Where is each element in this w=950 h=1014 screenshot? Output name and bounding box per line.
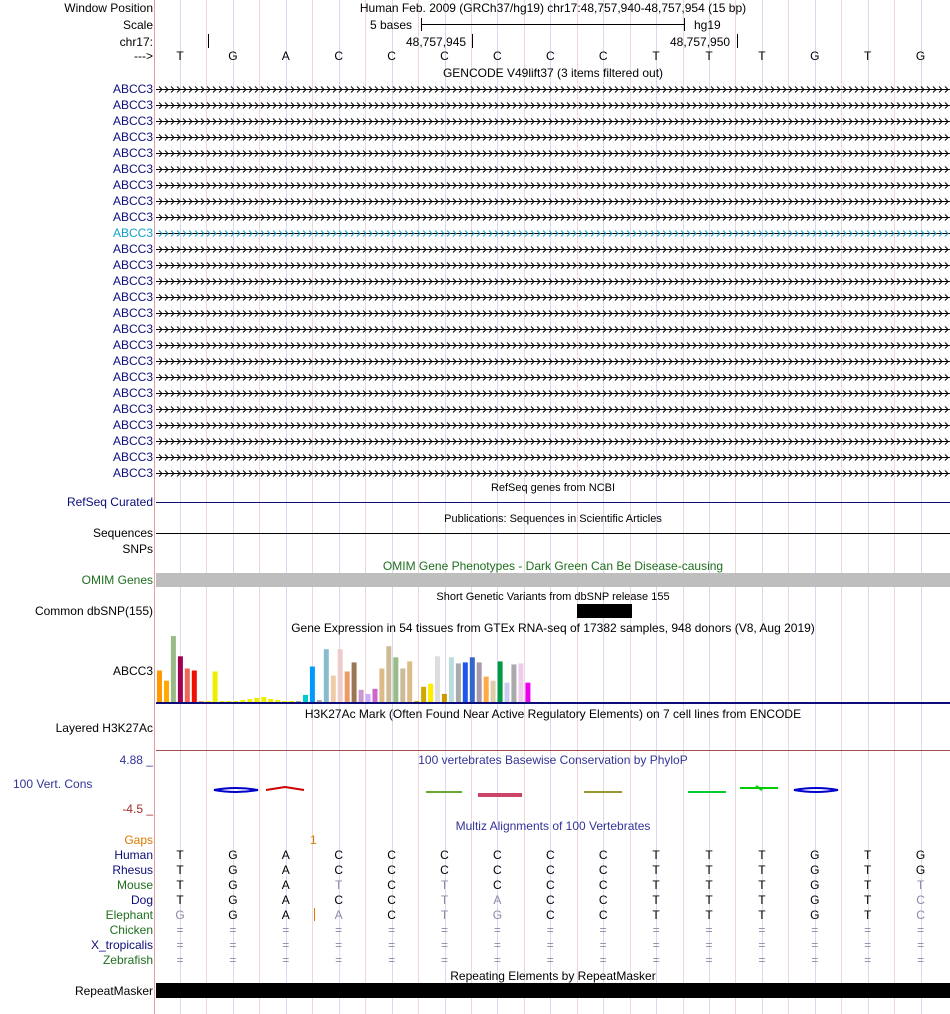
gtex-tissue-bar[interactable] [345, 672, 350, 703]
species-label-human[interactable]: Human [114, 848, 153, 862]
scale-bar [421, 24, 684, 25]
gencode-transcript-label[interactable]: ABCC3 [112, 466, 153, 480]
reference-base: C [387, 49, 396, 63]
snps-label[interactable]: SNPs [122, 542, 153, 556]
h3k27ac-baseline [156, 750, 950, 751]
reference-base: C [598, 49, 608, 63]
gtex-label[interactable]: ABCC3 [112, 664, 153, 678]
gtex-tissue-bar[interactable] [421, 687, 426, 702]
alignment-base: = [493, 923, 501, 937]
alignment-base: C [493, 863, 502, 877]
dbsnp-label[interactable]: Common dbSNP(155) [34, 604, 153, 618]
gtex-tissue-bar[interactable] [498, 661, 503, 702]
reference-base: C [334, 49, 344, 63]
alignment-base: C [440, 863, 449, 877]
gencode-transcript-line[interactable] [156, 307, 950, 319]
gencode-transcript-label[interactable]: ABCC3 [112, 162, 153, 176]
alignment-base: C [598, 893, 608, 907]
alignment-base: T [652, 878, 660, 892]
species-label-dog[interactable]: Dog [130, 893, 153, 907]
gencode-transcript-line[interactable] [156, 131, 950, 143]
publications-title: Publications: Sequences in Scientific Articles [444, 513, 662, 525]
alignment-base: A [281, 893, 290, 907]
alignment-base: = [652, 938, 660, 952]
alignment-base: = [335, 953, 343, 967]
gencode-transcript-label[interactable]: ABCC3 [112, 146, 153, 160]
ruler-position-1: 48,757,945 [406, 35, 467, 49]
reference-sequence [156, 49, 950, 63]
alignment-base: = [546, 953, 554, 967]
gencode-transcript-label[interactable]: ABCC3 [112, 98, 153, 112]
alignment-base: T [176, 878, 184, 892]
gtex-tissue-bar[interactable] [192, 671, 197, 703]
alignment-base: = [440, 938, 448, 952]
gtex-tissue-bar[interactable] [359, 690, 364, 702]
gencode-transcript-line[interactable] [156, 163, 950, 175]
gencode-transcript-line[interactable] [156, 451, 950, 463]
alignment-base: = [864, 938, 872, 952]
gtex-tissue-bar[interactable] [428, 684, 433, 702]
alignment-base: = [282, 923, 290, 937]
alignment-base: = [758, 953, 766, 967]
alignment-base: = [546, 938, 554, 952]
gtex-tissue-bar[interactable] [338, 649, 343, 702]
alignment-base: = [758, 923, 766, 937]
species-label-rhesus[interactable]: Rhesus [112, 863, 153, 877]
gtex-tissue-bar[interactable] [185, 669, 190, 703]
alignment-base: T [916, 878, 925, 892]
alignment-base: = [599, 938, 607, 952]
alignment-base: A [281, 878, 290, 892]
h3k27ac-label[interactable]: Layered H3K27Ac [55, 721, 153, 735]
alignment-base: T [864, 878, 872, 892]
gencode-transcript-line[interactable] [156, 179, 950, 191]
alignment-base: C [598, 908, 608, 922]
gencode-transcript-label[interactable]: ABCC3 [112, 258, 153, 272]
alignment-base: T [176, 893, 184, 907]
repeatmasker-title: Repeating Elements by RepeatMasker [450, 969, 656, 983]
alignment-base: T [705, 878, 713, 892]
alignment-base: = [811, 938, 819, 952]
left-border [154, 0, 155, 1014]
scale-bases: 5 bases [370, 18, 413, 32]
reference-base: G [228, 49, 238, 63]
gtex-tissue-bar[interactable] [407, 661, 412, 702]
gtex-tissue-bar[interactable] [449, 657, 454, 702]
reference-base: C [493, 49, 502, 63]
alignment-base: G [228, 908, 238, 922]
alignment-base: T [758, 863, 766, 877]
alignment-base: T [335, 878, 343, 892]
alignment-base: C [598, 848, 608, 862]
conservation-glyph [266, 787, 304, 790]
alignment-base: = [388, 953, 396, 967]
alignment-base: = [864, 923, 872, 937]
reference-base: T [758, 49, 766, 63]
gtex-tissue-bar[interactable] [393, 657, 398, 702]
gencode-transcript-line[interactable] [156, 291, 950, 303]
gencode-transcript-label[interactable]: ABCC3 [112, 338, 153, 352]
gtex-baseline [156, 702, 950, 704]
reference-base: A [281, 49, 290, 63]
omim-title: OMIM Gene Phenotypes - Dark Green Can Be Disease-causing [382, 559, 724, 573]
alignment-base: T [864, 863, 872, 877]
alignment-base: C [334, 893, 344, 907]
gencode-transcript-label[interactable]: ABCC3 [112, 210, 153, 224]
gencode-transcript-line[interactable] [156, 147, 950, 159]
alignment-base: T [864, 848, 872, 862]
scale-assembly: hg19 [694, 18, 721, 32]
gencode-transcript-label[interactable]: ABCC3 [112, 322, 153, 336]
alignment-base: G [228, 893, 238, 907]
gencode-transcript-line[interactable] [156, 243, 950, 255]
gtex-tissue-bar[interactable] [400, 669, 405, 703]
alignment-base: = [705, 938, 713, 952]
gtex-tissue-bar[interactable] [477, 662, 482, 702]
alignment-base: G [810, 908, 820, 922]
gencode-transcript-line[interactable] [156, 227, 950, 239]
alignment-base: C [440, 848, 449, 862]
species-label-mouse[interactable]: Mouse [116, 878, 153, 892]
alignment-base: A [281, 863, 290, 877]
reference-base: T [864, 49, 872, 63]
gtex-tissue-bar[interactable] [157, 671, 162, 703]
gaps-label[interactable]: Gaps [124, 833, 153, 847]
alignment-base: C [493, 878, 502, 892]
alignment-base: C [545, 908, 555, 922]
alignment-base: G [810, 878, 820, 892]
window-position-label: Window Position [64, 1, 153, 15]
alignment-base: C [493, 848, 502, 862]
alignment-base: = [546, 923, 554, 937]
gtex-tissue-bar[interactable] [310, 667, 315, 703]
gtex-tissue-bar[interactable] [164, 681, 169, 702]
scale-label: Scale [122, 18, 153, 32]
alignment-base: T [758, 878, 766, 892]
gencode-transcript-label[interactable]: ABCC3 [112, 370, 153, 384]
alignment-base: A [493, 893, 502, 907]
conservation-title: 100 vertebrates Basewise Conservation by PhyloP [418, 753, 688, 767]
gencode-transcript-line[interactable] [156, 195, 950, 207]
alignment-base: = [599, 923, 607, 937]
gtex-tissue-bar[interactable] [386, 646, 391, 702]
gencode-transcript-line[interactable] [156, 83, 950, 95]
repeatmasker-label[interactable]: RepeatMasker [74, 984, 153, 998]
alignment-base: C [387, 863, 396, 877]
alignment-base: T [705, 863, 713, 877]
conservation-glyph [740, 786, 778, 790]
alignment-base: T [758, 908, 766, 922]
gtex-tissue-bar[interactable] [352, 662, 357, 702]
alignment-base: T [758, 893, 766, 907]
gencode-title: GENCODE V49lift37 (3 items filtered out) [442, 66, 664, 80]
gtex-tissue-bar[interactable] [518, 663, 523, 702]
alignment-base: T [176, 848, 184, 862]
gtex-tissue-bar[interactable] [491, 681, 496, 702]
alignment-base: C [598, 878, 608, 892]
gtex-tissue-bar[interactable] [171, 636, 176, 702]
gencode-transcript-line[interactable] [156, 275, 950, 287]
omim-label[interactable]: OMIM Genes [81, 573, 153, 587]
gtex-tissue-bar[interactable] [505, 683, 510, 702]
gencode-transcript-label[interactable]: ABCC3 [112, 354, 153, 368]
gencode-transcript-label[interactable]: ABCC3 [112, 274, 153, 288]
gtex-tissue-bar[interactable] [366, 694, 371, 702]
alignment-base: = [176, 923, 184, 937]
gencode-transcript-label[interactable]: ABCC3 [112, 114, 153, 128]
gencode-transcript-line[interactable] [156, 115, 950, 127]
gencode-transcript-line[interactable] [156, 323, 950, 335]
gencode-transcript-label[interactable]: ABCC3 [112, 450, 153, 464]
gencode-transcript-line[interactable] [156, 435, 950, 447]
alignment-base: G [915, 848, 926, 862]
gtex-tissue-bar[interactable] [303, 695, 308, 702]
scale-bar-left-tick [421, 18, 422, 31]
alignment-base: C [334, 848, 344, 862]
gencode-transcript-label[interactable]: ABCC3 [112, 306, 153, 320]
alignment-base: T [705, 908, 713, 922]
gencode-transcript-line[interactable] [156, 339, 950, 351]
gencode-transcript-line[interactable] [156, 467, 950, 479]
gtex-tissue-bar[interactable] [525, 683, 530, 702]
publications-label[interactable]: Sequences [92, 526, 153, 540]
conservation-glyph [214, 788, 258, 792]
alignment-base: = [440, 923, 448, 937]
gtex-tissue-bar[interactable] [442, 694, 447, 702]
gencode-transcript-label[interactable]: ABCC3 [112, 418, 153, 432]
refseq-label[interactable]: RefSeq Curated [66, 495, 153, 509]
alignment-base: = [917, 938, 925, 952]
alignment-base: C [334, 863, 344, 877]
alignment-base: C [598, 863, 608, 877]
alignment-base: A [334, 908, 343, 922]
alignment-base: C [387, 878, 396, 892]
window-position-value: Human Feb. 2009 (GRCh37/hg19) chr17:48,757,940-48,757,954 (15 bp) [359, 1, 747, 15]
alignment-base: T [705, 893, 713, 907]
alignment-base: = [282, 953, 290, 967]
alignment-base: = [599, 953, 607, 967]
alignment-base: G [810, 863, 820, 877]
alignment-base: C [545, 878, 555, 892]
alignment-base: G [492, 908, 503, 922]
alignment-base: = [229, 953, 237, 967]
reference-base: T [652, 49, 660, 63]
refseq-title: RefSeq genes from NCBI [490, 482, 616, 494]
ruler-tick-1 [208, 34, 209, 48]
species-label-zebrafish[interactable]: Zebrafish [102, 953, 153, 967]
gtex-tissue-bar[interactable] [213, 672, 218, 703]
gencode-transcript-line[interactable] [156, 387, 950, 399]
gtex-tissue-bar[interactable] [456, 663, 461, 702]
gencode-transcript-label[interactable]: ABCC3 [112, 178, 153, 192]
gtex-tissue-bar[interactable] [331, 676, 336, 702]
gtex-tissue-bar[interactable] [511, 664, 516, 702]
alignment-base: G [915, 863, 926, 877]
species-label-chicken[interactable]: Chicken [109, 923, 153, 937]
alignment-base: = [811, 923, 819, 937]
alignment-base: = [229, 938, 237, 952]
reference-base: G [810, 49, 820, 63]
alignment-base: C [545, 848, 555, 862]
dbsnp-variant-block[interactable] [577, 604, 632, 618]
gtex-tissue-bar[interactable] [484, 677, 489, 702]
alignment-base: G [175, 908, 185, 922]
strand-label: ---> [134, 49, 153, 63]
alignment-base: T [440, 878, 449, 892]
gencode-transcript-label[interactable]: ABCC3 [112, 226, 153, 240]
gencode-transcript-line[interactable] [156, 403, 950, 415]
alignment-base: = [388, 923, 396, 937]
alignment-base: G [810, 893, 820, 907]
gtex-bar-chart[interactable] [156, 636, 536, 702]
ruler-tick-3 [737, 34, 738, 48]
alignment-base: C [387, 908, 396, 922]
scale-bar-right-tick [684, 18, 685, 31]
alignment-base: = [493, 938, 501, 952]
gtex-tissue-bar[interactable] [463, 662, 468, 702]
gencode-transcript-line[interactable] [156, 259, 950, 271]
alignment-base: = [652, 953, 660, 967]
h3k27ac-title: H3K27Ac Mark (Often Found Near Active Regulatory Elements) on 7 cell lines from ENCODE [304, 707, 802, 721]
alignment-base: C [916, 893, 925, 907]
alignment-base: T [652, 863, 660, 877]
alignment-base: C [387, 893, 396, 907]
alignment-base: = [917, 953, 925, 967]
gtex-tissue-bar[interactable] [178, 656, 183, 702]
alignment-base: = [176, 953, 184, 967]
alignment-base: = [652, 923, 660, 937]
gencode-transcript-label[interactable]: ABCC3 [112, 130, 153, 144]
alignment-base: C [916, 908, 925, 922]
elephant-gap-marker [314, 908, 315, 921]
alignment-base: = [229, 923, 237, 937]
alignment-base: T [176, 863, 184, 877]
publications-line[interactable] [156, 533, 950, 534]
reference-base: G [915, 49, 926, 63]
conservation-glyph [794, 788, 838, 792]
alignment-base: G [228, 878, 238, 892]
gencode-transcript-line[interactable] [156, 371, 950, 383]
alignment-base: = [335, 923, 343, 937]
alignment-base: T [652, 848, 660, 862]
reference-base: C [440, 49, 449, 63]
alignment-base: = [864, 953, 872, 967]
alignment-base: = [440, 953, 448, 967]
dbsnp-title: Short Genetic Variants from dbSNP release 155 [436, 591, 670, 603]
alignment-base: A [281, 848, 290, 862]
alignment-base: = [705, 953, 713, 967]
alignment-base: = [811, 953, 819, 967]
gtex-title: Gene Expression in 54 tissues from GTEx RNA-seq of 17382 samples, 948 donors (V8, Aug 2019) [291, 621, 815, 635]
conservation-max: 4.88 _ [119, 753, 153, 767]
gencode-transcript-label[interactable]: ABCC3 [112, 290, 153, 304]
alignment-base: = [176, 938, 184, 952]
alignment-base: G [228, 848, 238, 862]
alignment-base: C [545, 863, 555, 877]
alignment-base: T [440, 893, 449, 907]
gtex-tissue-bar[interactable] [373, 689, 378, 702]
gencode-transcript-label[interactable]: ABCC3 [112, 402, 153, 416]
omim-gene-bar[interactable] [156, 573, 950, 587]
chr-label: chr17: [119, 35, 153, 49]
reference-base: C [545, 49, 555, 63]
gencode-transcript-label[interactable]: ABCC3 [112, 82, 153, 96]
alignment-base: T [864, 908, 872, 922]
alignment-base: = [705, 923, 713, 937]
conservation-glyph [478, 794, 522, 796]
alignment-base: C [387, 848, 396, 862]
alignment-base: T [705, 848, 713, 862]
conservation-min: -4.5 _ [122, 802, 153, 816]
gtex-tissue-bar[interactable] [379, 669, 384, 703]
conservation-wiggle[interactable] [156, 778, 950, 802]
alignment-base: = [388, 938, 396, 952]
gencode-transcript-line[interactable] [156, 419, 950, 431]
alignment-base: T [440, 908, 449, 922]
gaps-value: 1 [310, 833, 317, 847]
gencode-transcript-label[interactable]: ABCC3 [112, 242, 153, 256]
alignment-base: = [758, 938, 766, 952]
gencode-transcript-label[interactable]: ABCC3 [112, 434, 153, 448]
alignment-base: = [493, 953, 501, 967]
gencode-transcript-label[interactable]: ABCC3 [112, 386, 153, 400]
repeatmasker-block[interactable] [156, 983, 950, 998]
species-label-x_tropicalis[interactable]: X_tropicalis [90, 938, 153, 952]
alignment-base: T [864, 893, 872, 907]
alignment-base: G [810, 848, 820, 862]
alignment-base: T [652, 908, 660, 922]
alignment-base: C [545, 893, 555, 907]
gencode-transcript-line[interactable] [156, 99, 950, 111]
gencode-transcript-line[interactable] [156, 211, 950, 223]
conservation-label[interactable]: 100 Vert. Cons [13, 777, 93, 791]
gencode-transcript-line[interactable] [156, 355, 950, 367]
species-label-elephant[interactable]: Elephant [105, 908, 153, 922]
reference-base: T [176, 49, 184, 63]
alignment-base: = [917, 923, 925, 937]
alignment-base: T [652, 893, 660, 907]
gtex-tissue-bar[interactable] [435, 656, 440, 702]
alignment-base: = [282, 938, 290, 952]
gtex-tissue-bar[interactable] [324, 649, 329, 702]
alignment-base: A [281, 908, 290, 922]
ruler-position-2: 48,757,950 [670, 35, 731, 49]
gencode-transcript-label[interactable]: ABCC3 [112, 194, 153, 208]
alignment-base: T [758, 848, 766, 862]
multiz-title: Multiz Alignments of 100 Vertebrates [455, 819, 651, 833]
refseq-gene-line[interactable] [156, 502, 950, 503]
gtex-tissue-bar[interactable] [470, 657, 475, 702]
reference-base: T [705, 49, 713, 63]
alignment-base: = [335, 938, 343, 952]
ruler-tick-2 [472, 34, 473, 48]
alignment-base: G [228, 863, 238, 877]
